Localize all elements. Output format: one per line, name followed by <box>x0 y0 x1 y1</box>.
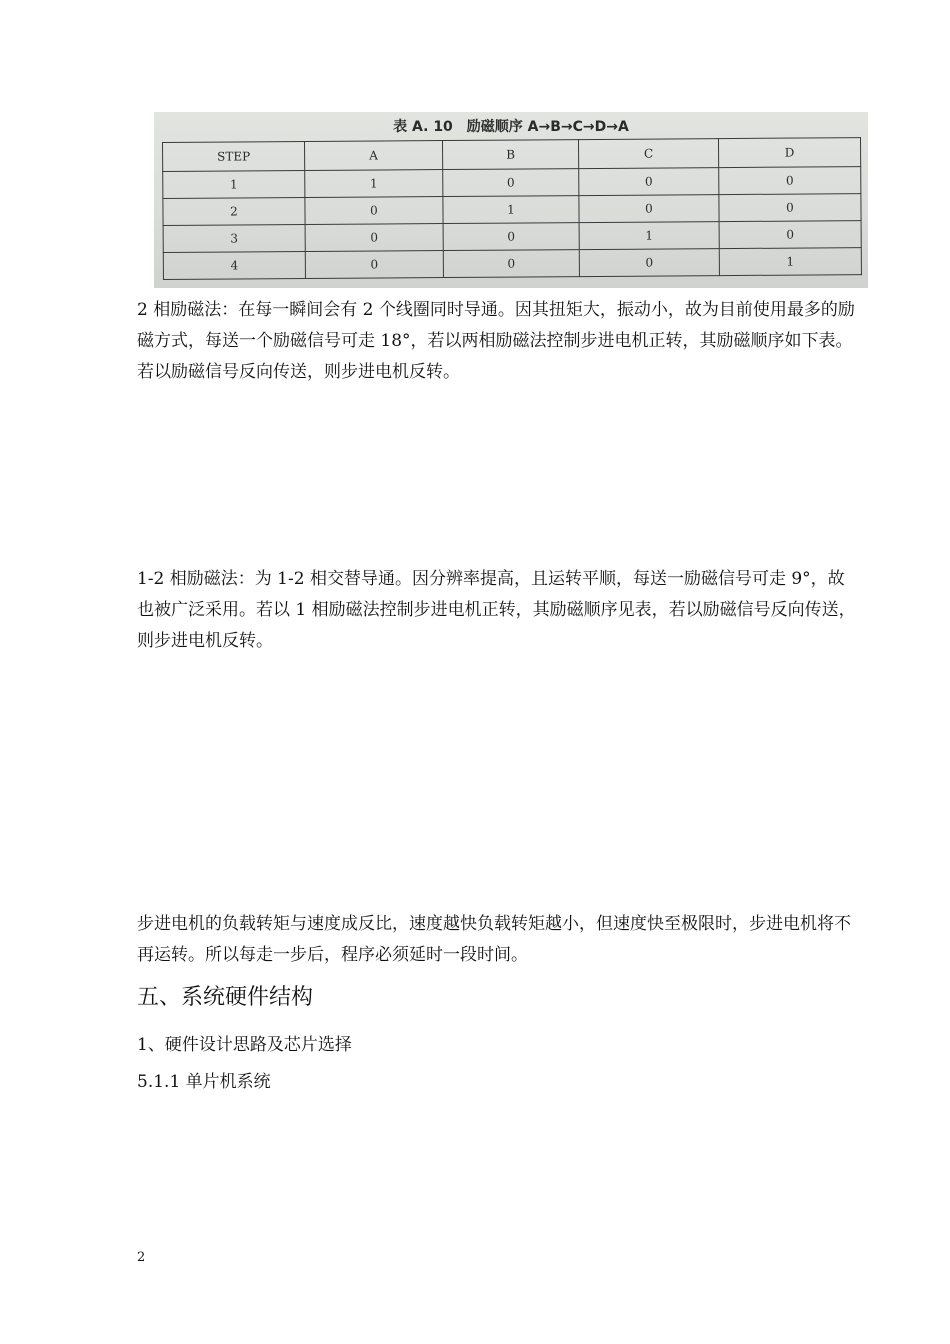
table-cell: 0 <box>719 194 861 222</box>
excitation-table <box>162 137 862 280</box>
subheading-hardware-design: 1、硬件设计思路及芯片选择 <box>137 1035 352 1055</box>
table-header: A <box>305 141 443 171</box>
table-header: STEP <box>163 142 305 172</box>
table-cell: 4 <box>163 252 305 280</box>
table-cell: 0 <box>579 249 719 277</box>
table-title: 表 A. 10 励磁顺序 A→B→C→D→A <box>393 119 629 135</box>
table-cell: 0 <box>443 250 579 278</box>
table-cell: 0 <box>305 197 443 225</box>
table-row <box>163 248 861 280</box>
table-cell: 0 <box>305 224 443 252</box>
table-header: B <box>442 140 578 170</box>
table-header: C <box>578 139 718 169</box>
paragraph-two-phase: 2 相励磁法：在每一瞬间会有 2 个线圈同时导通。因其扭矩大，振动小，故为目前使用最多的励磁方式，每送一个励磁信号可走 18°，若以两相励磁法控制步进电机正转，其励磁顺序如下表。若以励磁信号反向传送，则步进电机反转。 <box>137 300 855 382</box>
paragraph-one-two-phase: 1-2 相励磁法：为 1-2 相交替导通。因分辨率提高，且运转平顺，每送一励磁信号可走 9°，故也被广泛采用。若以 1 相励磁法控制步进电机正转，其励磁顺序见表，若以励磁信号反向传送，则步进电机反转。 <box>137 569 856 651</box>
section-heading: 五、系统硬件结构 <box>137 985 314 1010</box>
table-cell: 1 <box>443 196 579 224</box>
table-cell: 0 <box>443 223 579 251</box>
table-cell: 2 <box>163 198 305 226</box>
table-cell: 0 <box>579 195 719 223</box>
table-header: D <box>718 138 860 168</box>
table-cell: 0 <box>579 168 719 196</box>
table-cell: 1 <box>719 248 861 276</box>
page-number: 2 <box>137 1250 146 1265</box>
table-cell: 0 <box>719 221 861 249</box>
table-cell: 1 <box>163 171 305 199</box>
paragraph-load-torque: 步进电机的负载转矩与速度成反比，速度越快负载转矩越小，但速度快至极限时，步进电机将不再运转。所以每走一步后，程序必须延时一段时间。 <box>137 914 851 965</box>
table-cell: 1 <box>305 170 443 198</box>
table-cell: 0 <box>443 169 579 197</box>
table-cell: 0 <box>305 251 443 279</box>
table-cell: 1 <box>579 222 719 250</box>
table-cell: 0 <box>719 167 861 195</box>
table-cell: 3 <box>163 225 305 253</box>
table-photo <box>154 112 868 288</box>
subheading-mcu-system: 5.1.1 单片机系统 <box>137 1072 271 1092</box>
